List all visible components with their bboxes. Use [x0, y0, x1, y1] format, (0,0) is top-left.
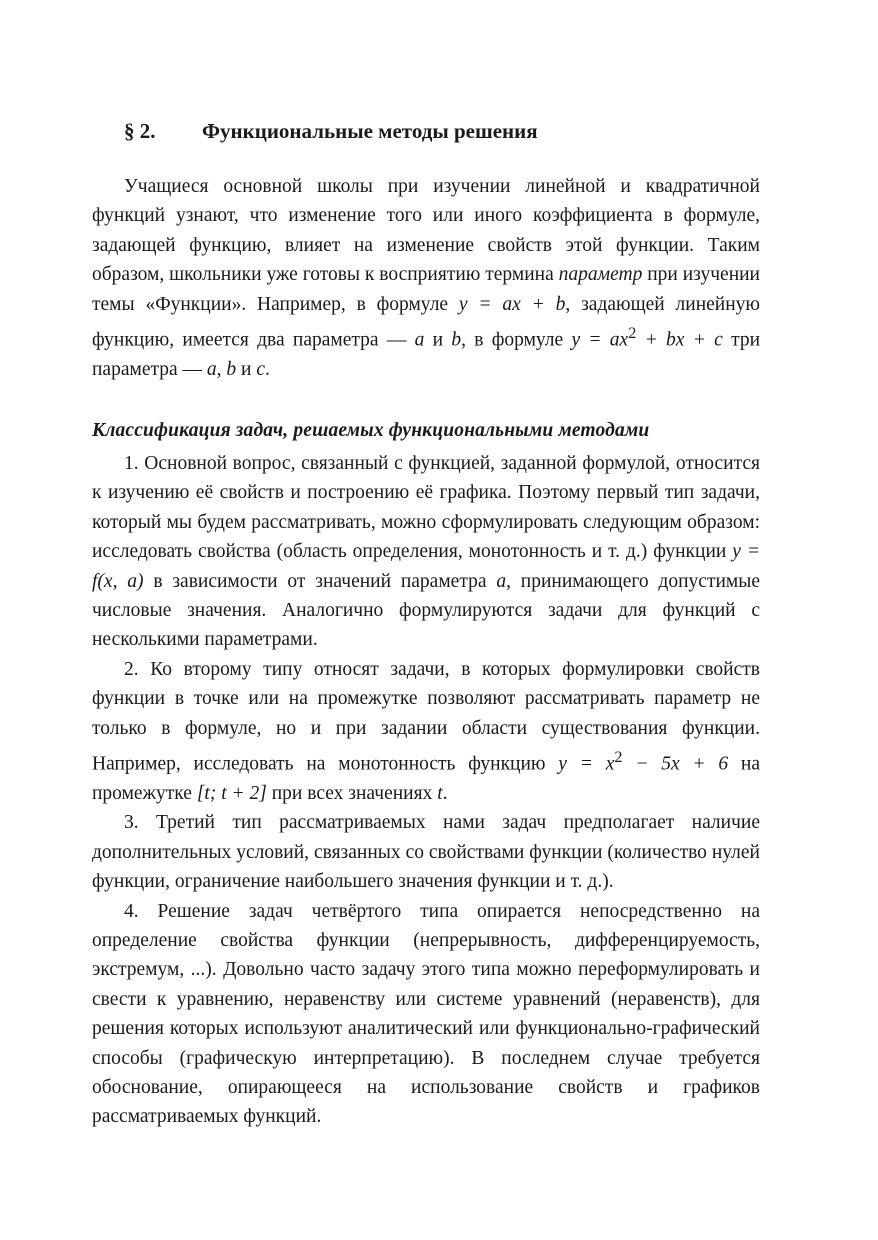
intro-text: три параметра —: [92, 329, 761, 380]
intro-text: при изучении темы «Функции». Например, в формуле: [92, 264, 760, 315]
intro-text: .: [265, 358, 270, 380]
paragraph-text: при всех значениях: [266, 782, 438, 804]
intro-text: , задающей линейную функцию, имеется два параметра —: [92, 293, 760, 351]
formula-exponent: 2: [628, 324, 637, 343]
formula-linear: y = ax + b: [458, 293, 566, 315]
paragraph-type-3: 3. Третий тип рассматриваемых нами задач предполагает наличие дополнительных условий, связанных со свойствами функции (количество нулей функции, ограничение наибольшего значения функции и т. д.).: [92, 812, 760, 893]
formula-exponent: 2: [614, 748, 623, 767]
paragraph-text: на промежутке: [92, 753, 761, 804]
math-var: c: [256, 358, 265, 380]
intro-text: , в формуле: [461, 329, 572, 351]
formula-interval: [t; t + 2]: [196, 782, 267, 804]
intro-paragraph: [92, 172, 760, 384]
term-parameter: параметр: [558, 264, 643, 286]
section-number: § 2.: [124, 119, 156, 143]
paragraph-text: 2. Ко второму типу относят задачи, в которых формулировки свойств функции в точке или на промежутке позволяют рассматривать параметр не только в формуле, но и при задании области существования функции. Например, исследовать на монотонность функцию: [92, 658, 760, 775]
paragraph-type-2: [92, 655, 760, 809]
section-heading: [124, 119, 538, 144]
math-var: a: [414, 329, 425, 351]
paragraph-text: 1. Основной вопрос, связанный с функцией, заданной формулой, относится к изучению её свойств и построению её графика. Поэтому первый тип задачи, который мы будем рассматривать, можно сформулировать следующим образом: исследовать свойства (область определения, монотонность и т. д.) функции: [92, 453, 760, 563]
math-var: t: [437, 782, 443, 804]
formula-quadratic: + bx + c: [636, 329, 723, 351]
classification-body: [92, 449, 760, 1132]
formula-quadratic-example: y = x: [558, 753, 615, 775]
math-var: a: [496, 570, 507, 592]
intro-text: и: [236, 358, 257, 380]
intro-text: ,: [216, 358, 227, 380]
math-var: b: [451, 329, 462, 351]
math-var: b: [226, 358, 237, 380]
section-title: Функциональные методы решения: [202, 119, 538, 143]
paragraph-text: .: [442, 782, 448, 804]
formula-quadratic-example: − 5x + 6: [622, 753, 729, 775]
intro-text: Учащиеся основной школы при изучении линейной и квадратичной функций узнают, что изменение того или иного коэффициента в формуле, задающей функцию, влияет на изменение свойств этой функции. Таким образом, школьники уже готовы к восприятию термина: [92, 176, 760, 286]
paragraph-text: , принимающего допустимые числовые значения. Аналогично формулируются задачи для функций с несколькими параметрами.: [92, 570, 760, 651]
paragraph-text: в зависимости от значений параметра: [143, 570, 497, 592]
formula-quadratic: y = ax: [571, 329, 629, 351]
intro-text: и: [424, 329, 452, 351]
classification-heading: Классификация задач, решаемых функциональными методами: [92, 420, 650, 441]
formula-f-x-a: y = f(x, a): [92, 541, 760, 592]
math-var: a: [206, 358, 217, 380]
paragraph-type-4: 4. Решение задач четвёртого типа опирается непосредственно на определение свойства функции (непрерывность, дифференцируемость, экстремум, ...). Довольно часто задачу этого типа можно переформулировать и свести к уравнению, неравенству или системе уравнений (неравенств), для решения которых используют аналитический или функционально-графический способы (графическую интерпретацию). В последнем случае требуется обоснование, опирающееся на использование свойств и графиков рассматриваемых функций.: [92, 900, 760, 1128]
paragraph-type-1: [92, 449, 760, 655]
